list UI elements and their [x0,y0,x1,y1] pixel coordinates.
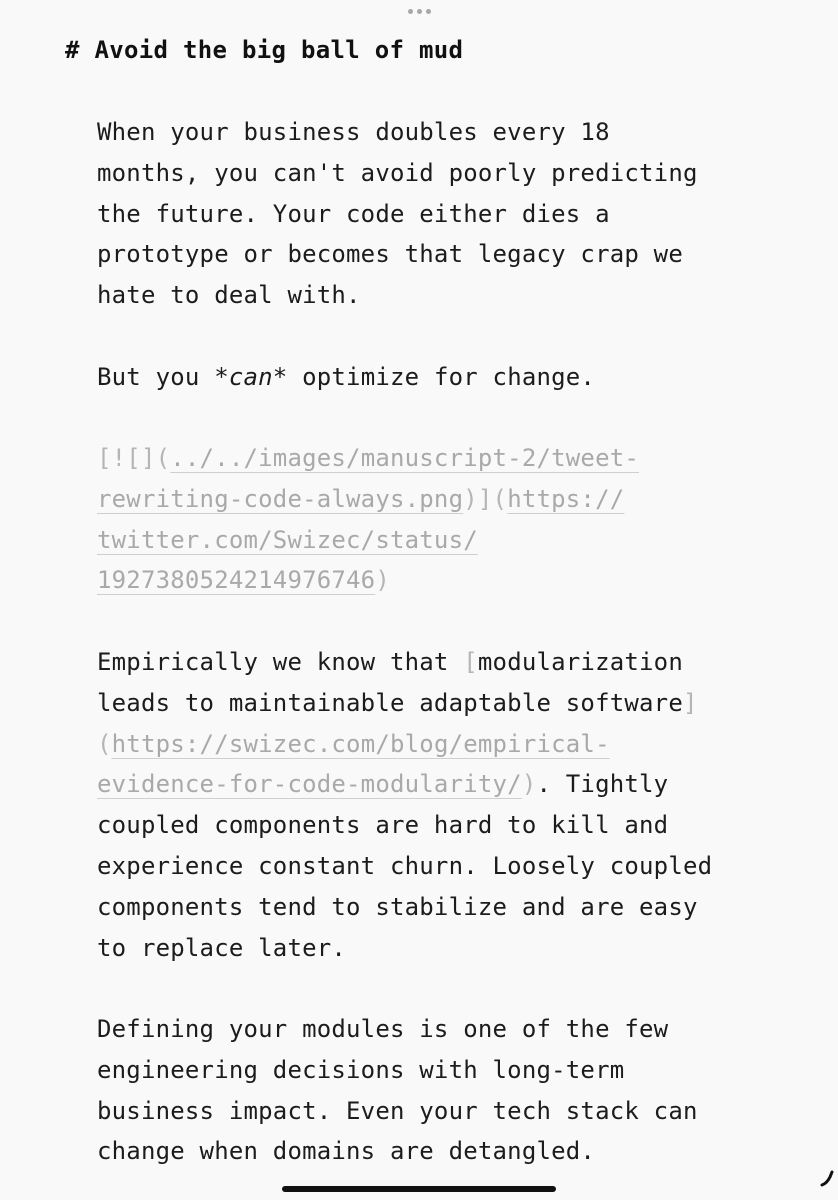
blog-url-link[interactable]: https://swizec.com/blog/empirical- [111,729,610,758]
text-line: the future. Your code either dies a [97,199,610,228]
markdown-syntax: ) [375,566,390,595]
text-line: to replace later. [97,933,347,962]
paragraph-modularization [97,642,777,968]
text-line: change when domains are detangled. [97,1137,596,1166]
emphasis-text: *can* [214,363,288,391]
text-line: When your business doubles every 18 [97,118,610,146]
link-text[interactable]: leads to maintainable adaptable software [97,688,683,717]
text-line: engineering decisions with long-term [97,1055,625,1084]
tweet-url-link[interactable]: https:// [507,484,625,513]
markdown-paren: ) [521,770,537,799]
text-line: components tend to stabilize and are easy [97,892,698,921]
tweet-url-link[interactable]: 1927380524214976746 [97,566,376,595]
markdown-syntax: )]( [463,484,508,513]
markdown-paren: ( [97,729,112,758]
markdown-bracket: ] [682,688,698,717]
pencil-icon[interactable] [814,1163,836,1187]
text-line: months, you can't avoid poorly predicting [97,158,698,187]
image-link-markdown[interactable] [97,438,777,601]
text-run: But you [97,363,215,391]
text-run: optimize for change. [287,363,596,391]
paragraph-defining-modules [97,1009,777,1172]
tweet-url-link[interactable]: twitter.com/Swizec/status/ [97,525,478,554]
text-run: . Tightly [536,770,669,799]
markdown-syntax: [![]( [97,444,171,472]
text-line: business impact. Even your tech stack can [97,1096,698,1125]
paragraph-business-growth [97,112,777,316]
blog-url-link[interactable]: evidence-for-code-modularity/ [97,770,522,799]
home-indicator[interactable] [282,1186,556,1192]
markdown-bracket: [ [463,648,478,676]
heading-line: # Avoid the big ball of mud [65,36,464,64]
text-line: prototype or becomes that legacy crap we [97,240,683,269]
image-path-link[interactable]: ../../images/manuscript-2/tweet- [170,444,640,472]
paragraph-optimize-change [97,357,777,398]
link-text[interactable]: modularization [477,648,683,676]
text-line: coupled components are hard to kill and [97,811,669,840]
image-path-link[interactable]: rewriting-code-always.png [97,484,464,513]
text-line: Defining your modules is one of the few [97,1015,669,1043]
text-run: Empirically we know that [97,648,464,676]
text-line: hate to deal with. [97,281,361,310]
text-line: experience constant churn. Loosely coupled [97,851,713,880]
